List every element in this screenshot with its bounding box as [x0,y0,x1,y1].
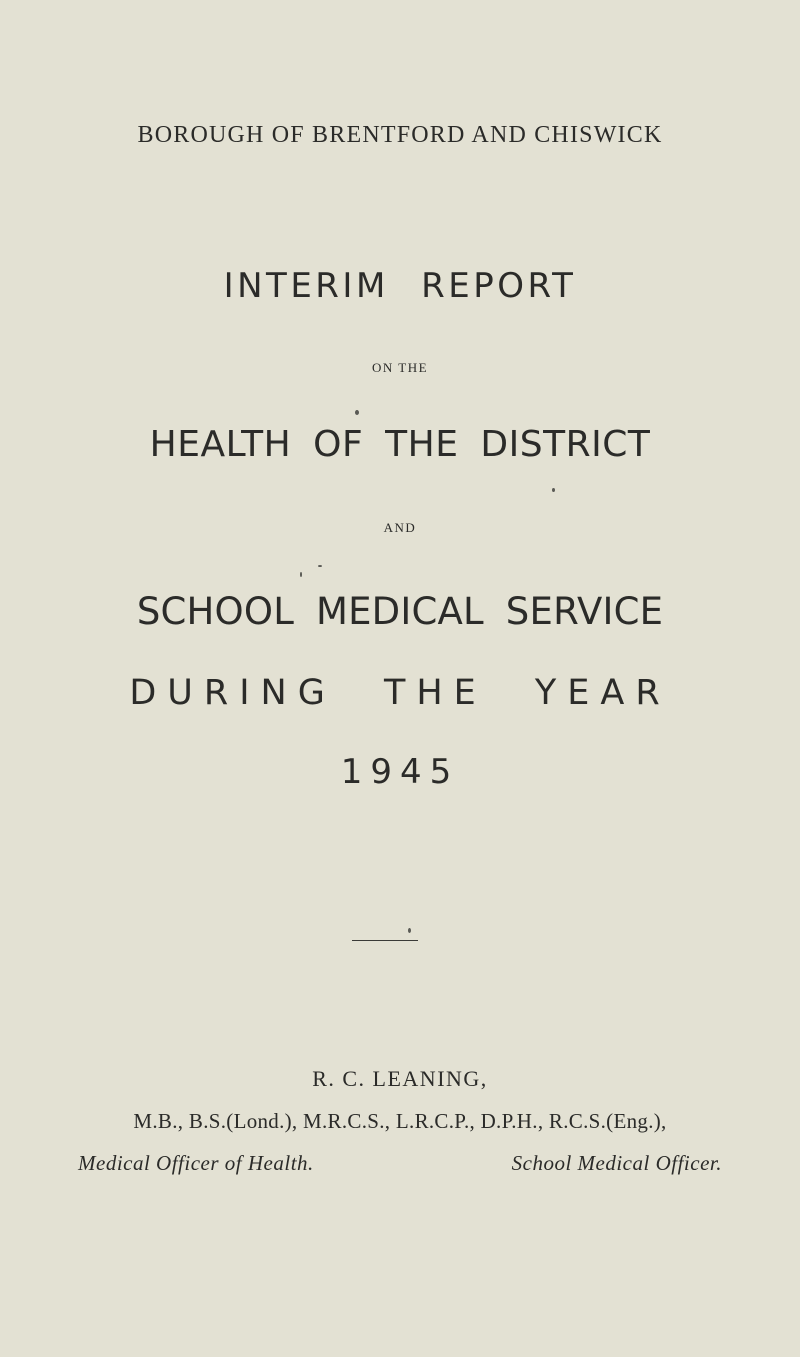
health-of-district-heading: HEALTH OF THE DISTRICT [149,424,651,465]
author-name: R. C. LEANING, [312,1066,488,1091]
paper-speck [355,410,359,415]
role-medical-officer-of-health: Medical Officer of Health. [78,1151,314,1175]
report-year: 1945 [340,752,460,792]
report-title: INTERIM REPORT [223,266,577,306]
paper-speck [300,572,302,577]
paper-speck [318,565,322,567]
borough-heading: BOROUGH OF BRENTFORD AND CHISWICK [137,122,663,148]
paper-speck [552,488,555,492]
during-the-year-heading: DURING THE YEAR [129,673,671,713]
connector-on-the: ON THE [371,360,429,375]
role-school-medical-officer: School Medical Officer. [511,1151,722,1175]
divider-rule [352,940,418,941]
author-qualifications: M.B., B.S.(Lond.), M.R.C.S., L.R.C.P., D.P.H., R.C.S.(Eng.), [133,1109,667,1133]
paper-speck [408,928,411,933]
school-medical-service-heading: SCHOOL MEDICAL SERVICE [136,590,664,633]
connector-and: AND [383,520,417,535]
